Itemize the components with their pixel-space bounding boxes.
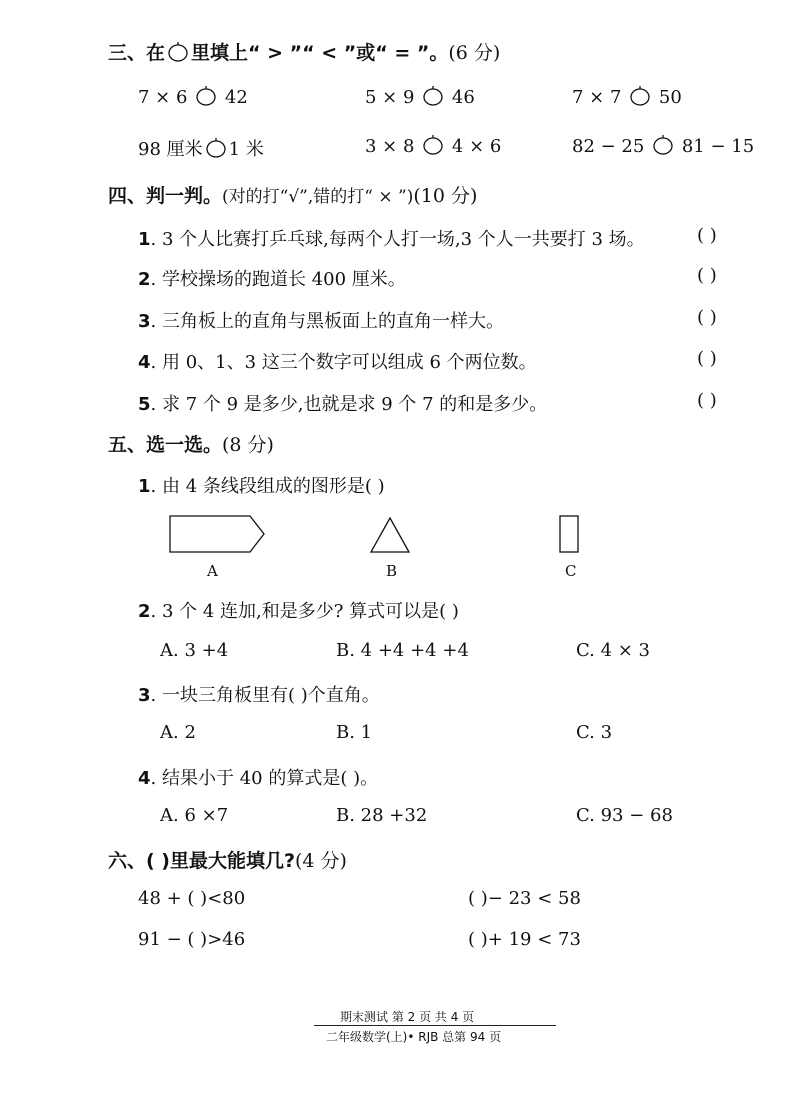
footer-book-info: 二年级数学(上)• RJB 总第 94 页: [326, 1030, 502, 1044]
answer-blank[interactable]: ( ): [697, 265, 717, 286]
compare-item: 3 × 8 4 × 6: [365, 136, 502, 157]
choice-question: 2. 3 个 4 连加,和是多少? 算式可以是( ): [138, 601, 459, 622]
option-b[interactable]: B. 4 +4 +4 +4: [336, 640, 469, 661]
apple-answer-blank[interactable]: [195, 86, 217, 106]
apple-answer-blank[interactable]: [629, 86, 651, 106]
footer-page-info: 期末测试 第 2 页 共 4 页: [340, 1010, 475, 1024]
judge-item: 3. 三角板上的直角与黑板面上的直角一样大。: [138, 311, 504, 332]
section4-heading: 四、判一判。(对的打“√”,错的打“ × ”)(10 分): [108, 185, 478, 207]
fill-item[interactable]: ( )+ 19 < 73: [468, 929, 581, 950]
fill-item[interactable]: 91 − ( )>46: [138, 929, 246, 950]
footer-divider: [314, 1025, 556, 1026]
compare-item: 7 × 7 50: [572, 87, 682, 108]
judge-item: 4. 用 0、1、3 这三个数字可以组成 6 个两位数。: [138, 352, 537, 373]
option-c[interactable]: C. 3: [576, 722, 613, 743]
fill-item[interactable]: ( )− 23 < 58: [468, 888, 581, 909]
apple-icon: [167, 42, 189, 62]
rectangle-shape: [560, 516, 578, 552]
judge-item: 5. 求 7 个 9 是多少,也就是求 9 个 7 的和是多少。: [138, 394, 548, 415]
choice-question: 1. 由 4 条线段组成的图形是( ): [138, 476, 385, 497]
choice-question: 3. 一块三角板里有( )个直角。: [138, 685, 380, 706]
compare-item: 5 × 9 46: [365, 87, 475, 108]
compare-item: 98 厘米 1 米: [138, 139, 264, 160]
answer-blank[interactable]: ( ): [697, 348, 717, 369]
option-c[interactable]: C. 93 − 68: [576, 805, 673, 826]
pentagon-shape: [170, 516, 264, 552]
compare-item: 82 − 25 81 − 15: [572, 136, 755, 157]
option-c[interactable]: C. 4 × 3: [576, 640, 651, 661]
option-label-b[interactable]: B: [386, 562, 398, 580]
option-a[interactable]: A. 6 ×7: [160, 805, 229, 826]
apple-answer-blank[interactable]: [652, 135, 674, 155]
shape-figures: [160, 508, 620, 558]
option-label-a[interactable]: A: [207, 562, 218, 580]
judge-item: 2. 学校操场的跑道长 400 厘米。: [138, 269, 406, 290]
option-a[interactable]: A. 3 +4: [160, 640, 229, 661]
choice-question: 4. 结果小于 40 的算式是( )。: [138, 768, 379, 789]
triangle-shape: [371, 518, 409, 552]
answer-blank[interactable]: ( ): [697, 307, 717, 328]
section6-heading: 六、( )里最大能填几?(4 分): [108, 850, 347, 872]
section5-heading: 五、选一选。(8 分): [108, 434, 274, 456]
apple-answer-blank[interactable]: [422, 86, 444, 106]
answer-blank[interactable]: ( ): [697, 390, 717, 411]
section3-heading: 三、在 里填上“ > ”“ < ”或“ = ”。(6 分): [108, 42, 501, 64]
apple-answer-blank[interactable]: [422, 135, 444, 155]
option-a[interactable]: A. 2: [160, 722, 196, 743]
option-b[interactable]: B. 1: [336, 722, 373, 743]
option-label-c[interactable]: C: [565, 562, 577, 580]
fill-item[interactable]: 48 + ( )<80: [138, 888, 246, 909]
option-b[interactable]: B. 28 +32: [336, 805, 428, 826]
apple-answer-blank[interactable]: [205, 138, 227, 158]
compare-item: 7 × 6 42: [138, 87, 248, 108]
answer-blank[interactable]: ( ): [697, 225, 717, 246]
judge-item: 1. 3 个人比赛打乒乓球,每两个人打一场,3 个人一共要打 3 场。: [138, 229, 645, 250]
